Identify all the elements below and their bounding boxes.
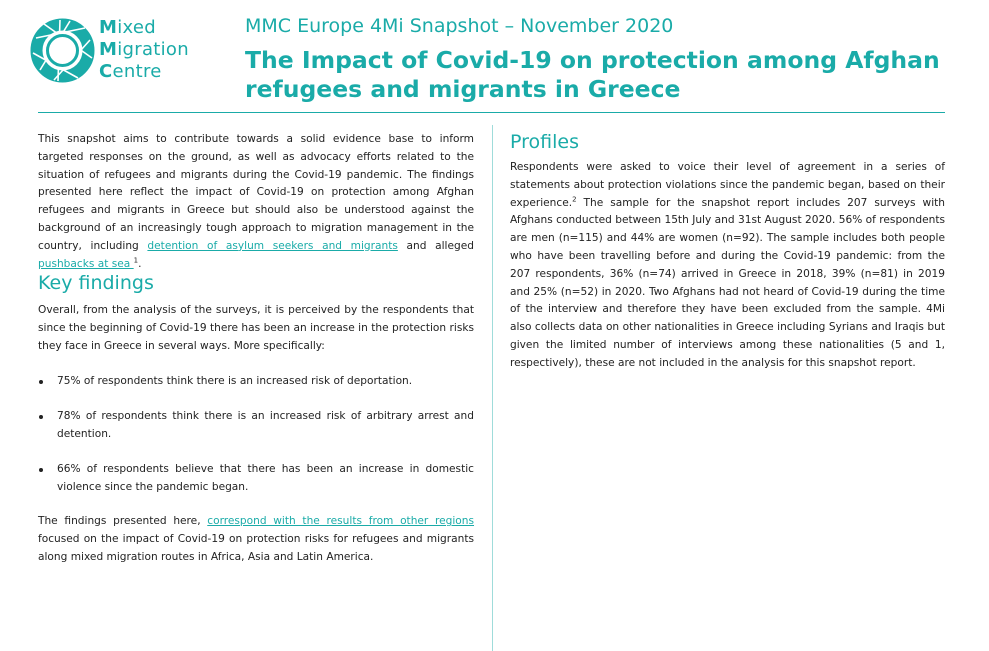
profiles-heading: Profiles (510, 131, 579, 153)
other-regions-link[interactable]: correspond with the results from other regions (207, 515, 475, 528)
header-divider (38, 112, 945, 113)
logo-line-3: Centre (99, 61, 162, 82)
footnote-1[interactable]: 1 (133, 256, 139, 265)
profiles-paragraph: Respondents were asked to voice their level of agreement in a series of statements about protection violations since the pandemic began, based on their experience.$^2$ The sample for the snapshot report includes 207 surveys with Afghans conducted between 15th July and 31st August 2020. 56% of respondents are men (n=115) and 44% are women (n=92). The sample includes both people who have been travelling before and during the Covid-19 pandemic: from the 207 respondents, 36% (n=74) arrived in Greece in 2018, 39% (n=81) in 2019 and 25% (n=52) in 2020. Two Afghans had not heard of Covid-19 during the time of the interview and therefore they have been excluded from the sample. 4Mi also collects data on other nationalities in Greece including Syrians and Iraqis but given the limited number of interviews among these nationalities (5 and 1, respectively), these are not included in the analysis for this snapshot report. (510, 161, 945, 369)
report-subtitle: MMC Europe 4Mi Snapshot – November 2020 (245, 15, 674, 37)
key-findings-body (38, 302, 474, 567)
key-findings-intro: Overall, from the analysis of the surveys, it is perceived by the respondents that since the beginning of Covid-19 there has been an increase in the protection risks they face in Greece in several ways. More specifically: (38, 304, 474, 352)
findings-list (38, 373, 474, 496)
intro-paragraph: This snapshot aims to contribute towards a solid evidence base to inform targeted responses on the ground, as well as advocacy efforts related to the situation of refugees and migrants during the Covid-19 pandemic. The findings presented here reflect the impact of Covid-19 on protection among Afghan refugees and migrants in Greece but should also be understood against the background of an increasingly tough approach to migration management in the country, including detention of asylum seekers and migrants and alleged pushbacks at sea $^1$. (38, 133, 474, 270)
list-item: 78% of respondents think there is an increased risk of arbitrary arrest and detention. (38, 408, 474, 444)
key-findings-outro: The findings presented here, correspond with the results from other regions focused on the impact of Covid-19 on protection risks for refugees and migrants along mixed migration routes in Africa, Asia and Latin America. (38, 515, 475, 563)
logo-text (99, 17, 189, 83)
column-divider (492, 125, 493, 651)
pushbacks-link[interactable]: pushbacks at sea (38, 257, 134, 270)
list-item: 75% of respondents think there is an increased risk of deportation. (38, 373, 474, 391)
left-column (38, 131, 474, 273)
logo-line-2: Migration (99, 39, 189, 60)
detention-link[interactable]: detention of asylum seekers and migrants (147, 239, 398, 252)
list-item: 66% of respondents believe that there has been an increase in domestic violence since the pandemic began. (38, 461, 474, 497)
profiles-body (510, 159, 945, 373)
page-title: The Impact of Covid-19 on protection among Afghan refugees and migrants in Greece (245, 46, 940, 103)
footnote-2[interactable]: 2 (572, 195, 577, 204)
key-findings-heading: Key findings (38, 272, 154, 294)
logo-line-1: Mixed (99, 17, 157, 38)
mmc-logo-icon (30, 18, 95, 83)
